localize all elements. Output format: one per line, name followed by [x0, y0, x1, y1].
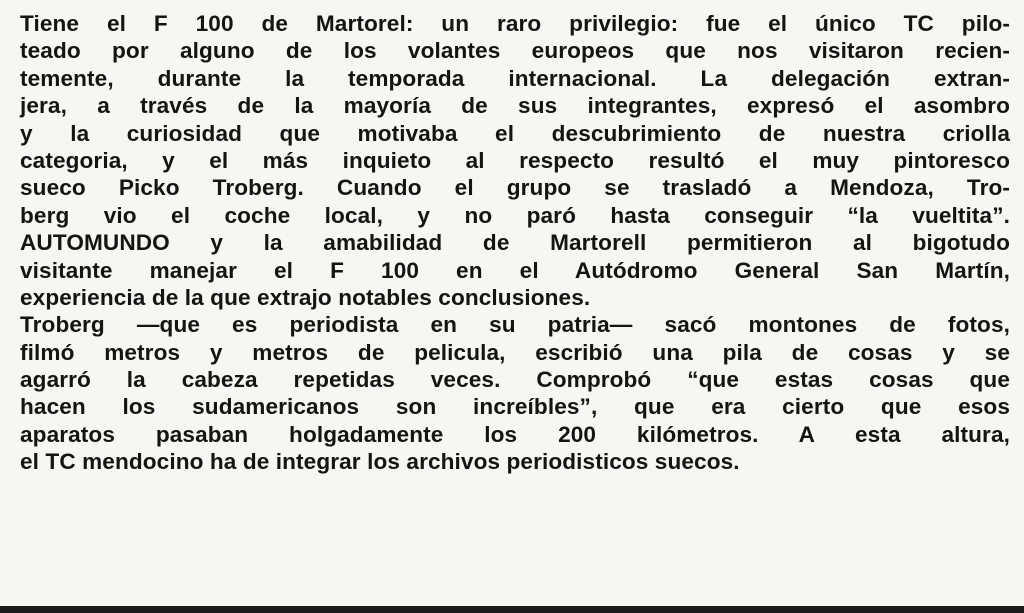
text-segment: temente, durante la temporada internacional. La delegación extran- — [20, 65, 1010, 91]
text-segment: experiencia de la que extrajo notables conclusiones. — [20, 284, 591, 310]
text-segment: que esos — [844, 394, 1010, 420]
text-line — [20, 120, 1010, 147]
emphasized-text: descubrimiento — [551, 120, 722, 146]
article-text-column — [20, 10, 1010, 476]
text-line — [20, 284, 1010, 311]
emphasized-text: no paró — [464, 202, 576, 228]
text-segment: AUTOMUNDO y la amabilidad de Martorell permitieron al bigotudo — [20, 230, 1010, 256]
text-segment: teado por alguno de los volantes europeos que nos visitaron recien- — [20, 38, 1010, 64]
emphasized-text: era cierto — [711, 394, 845, 420]
text-line — [20, 37, 1010, 64]
text-segment: hacen los sudamericanos son increíbles”, que — [20, 394, 712, 420]
text-segment: filmó metros y metros de pelicula, escribió una pila de cosas y se — [20, 339, 1010, 365]
text-line — [20, 202, 1010, 229]
text-line — [20, 65, 1010, 92]
text-segment: visitante manejar el F 100 en el Autódromo General San Martín, — [20, 257, 1010, 283]
text-segment: jera, a través de la mayoría de sus integrantes, expresó el asombro — [20, 93, 1010, 119]
text-segment: el TC mendocino ha de integrar los archivos periodisticos suecos. — [20, 449, 740, 475]
text-segment: berg vio el coche local, y — [20, 202, 465, 228]
text-segment: aparatos pasaban holgadamente los 200 kilómetros. A esta altura, — [20, 421, 1010, 447]
text-line — [20, 92, 1010, 119]
text-segment: de nuestra criolla — [721, 120, 1010, 146]
text-line — [20, 10, 1010, 37]
text-line — [20, 257, 1010, 284]
text-line — [20, 147, 1010, 174]
text-line — [20, 229, 1010, 256]
text-line — [20, 448, 1010, 475]
text-segment: Troberg —que es periodista en su patria— sacó montones de fotos, — [20, 312, 1010, 338]
text-line — [20, 311, 1010, 338]
text-segment: categoria, y el más inquieto al respecto resultó el muy pintoresco — [20, 147, 1010, 173]
text-segment: Tiene el F 100 de Martorel: un raro privilegio: fue el único TC pilo- — [20, 11, 1010, 36]
text-segment: sueco Picko Troberg. Cuando el grupo se trasladó a Mendoza, Tro- — [20, 175, 1010, 201]
text-line — [20, 174, 1010, 201]
text-segment: agarró la cabeza repetidas veces. Comprobó “que estas cosas que — [20, 367, 1010, 393]
text-line — [20, 366, 1010, 393]
scan-bottom-edge — [0, 606, 1024, 613]
text-line — [20, 393, 1010, 420]
text-segment: y la curiosidad que motivaba el — [20, 120, 552, 146]
text-line — [20, 421, 1010, 448]
text-segment: hasta conseguir “la vueltita”. — [575, 202, 1010, 228]
text-line — [20, 339, 1010, 366]
